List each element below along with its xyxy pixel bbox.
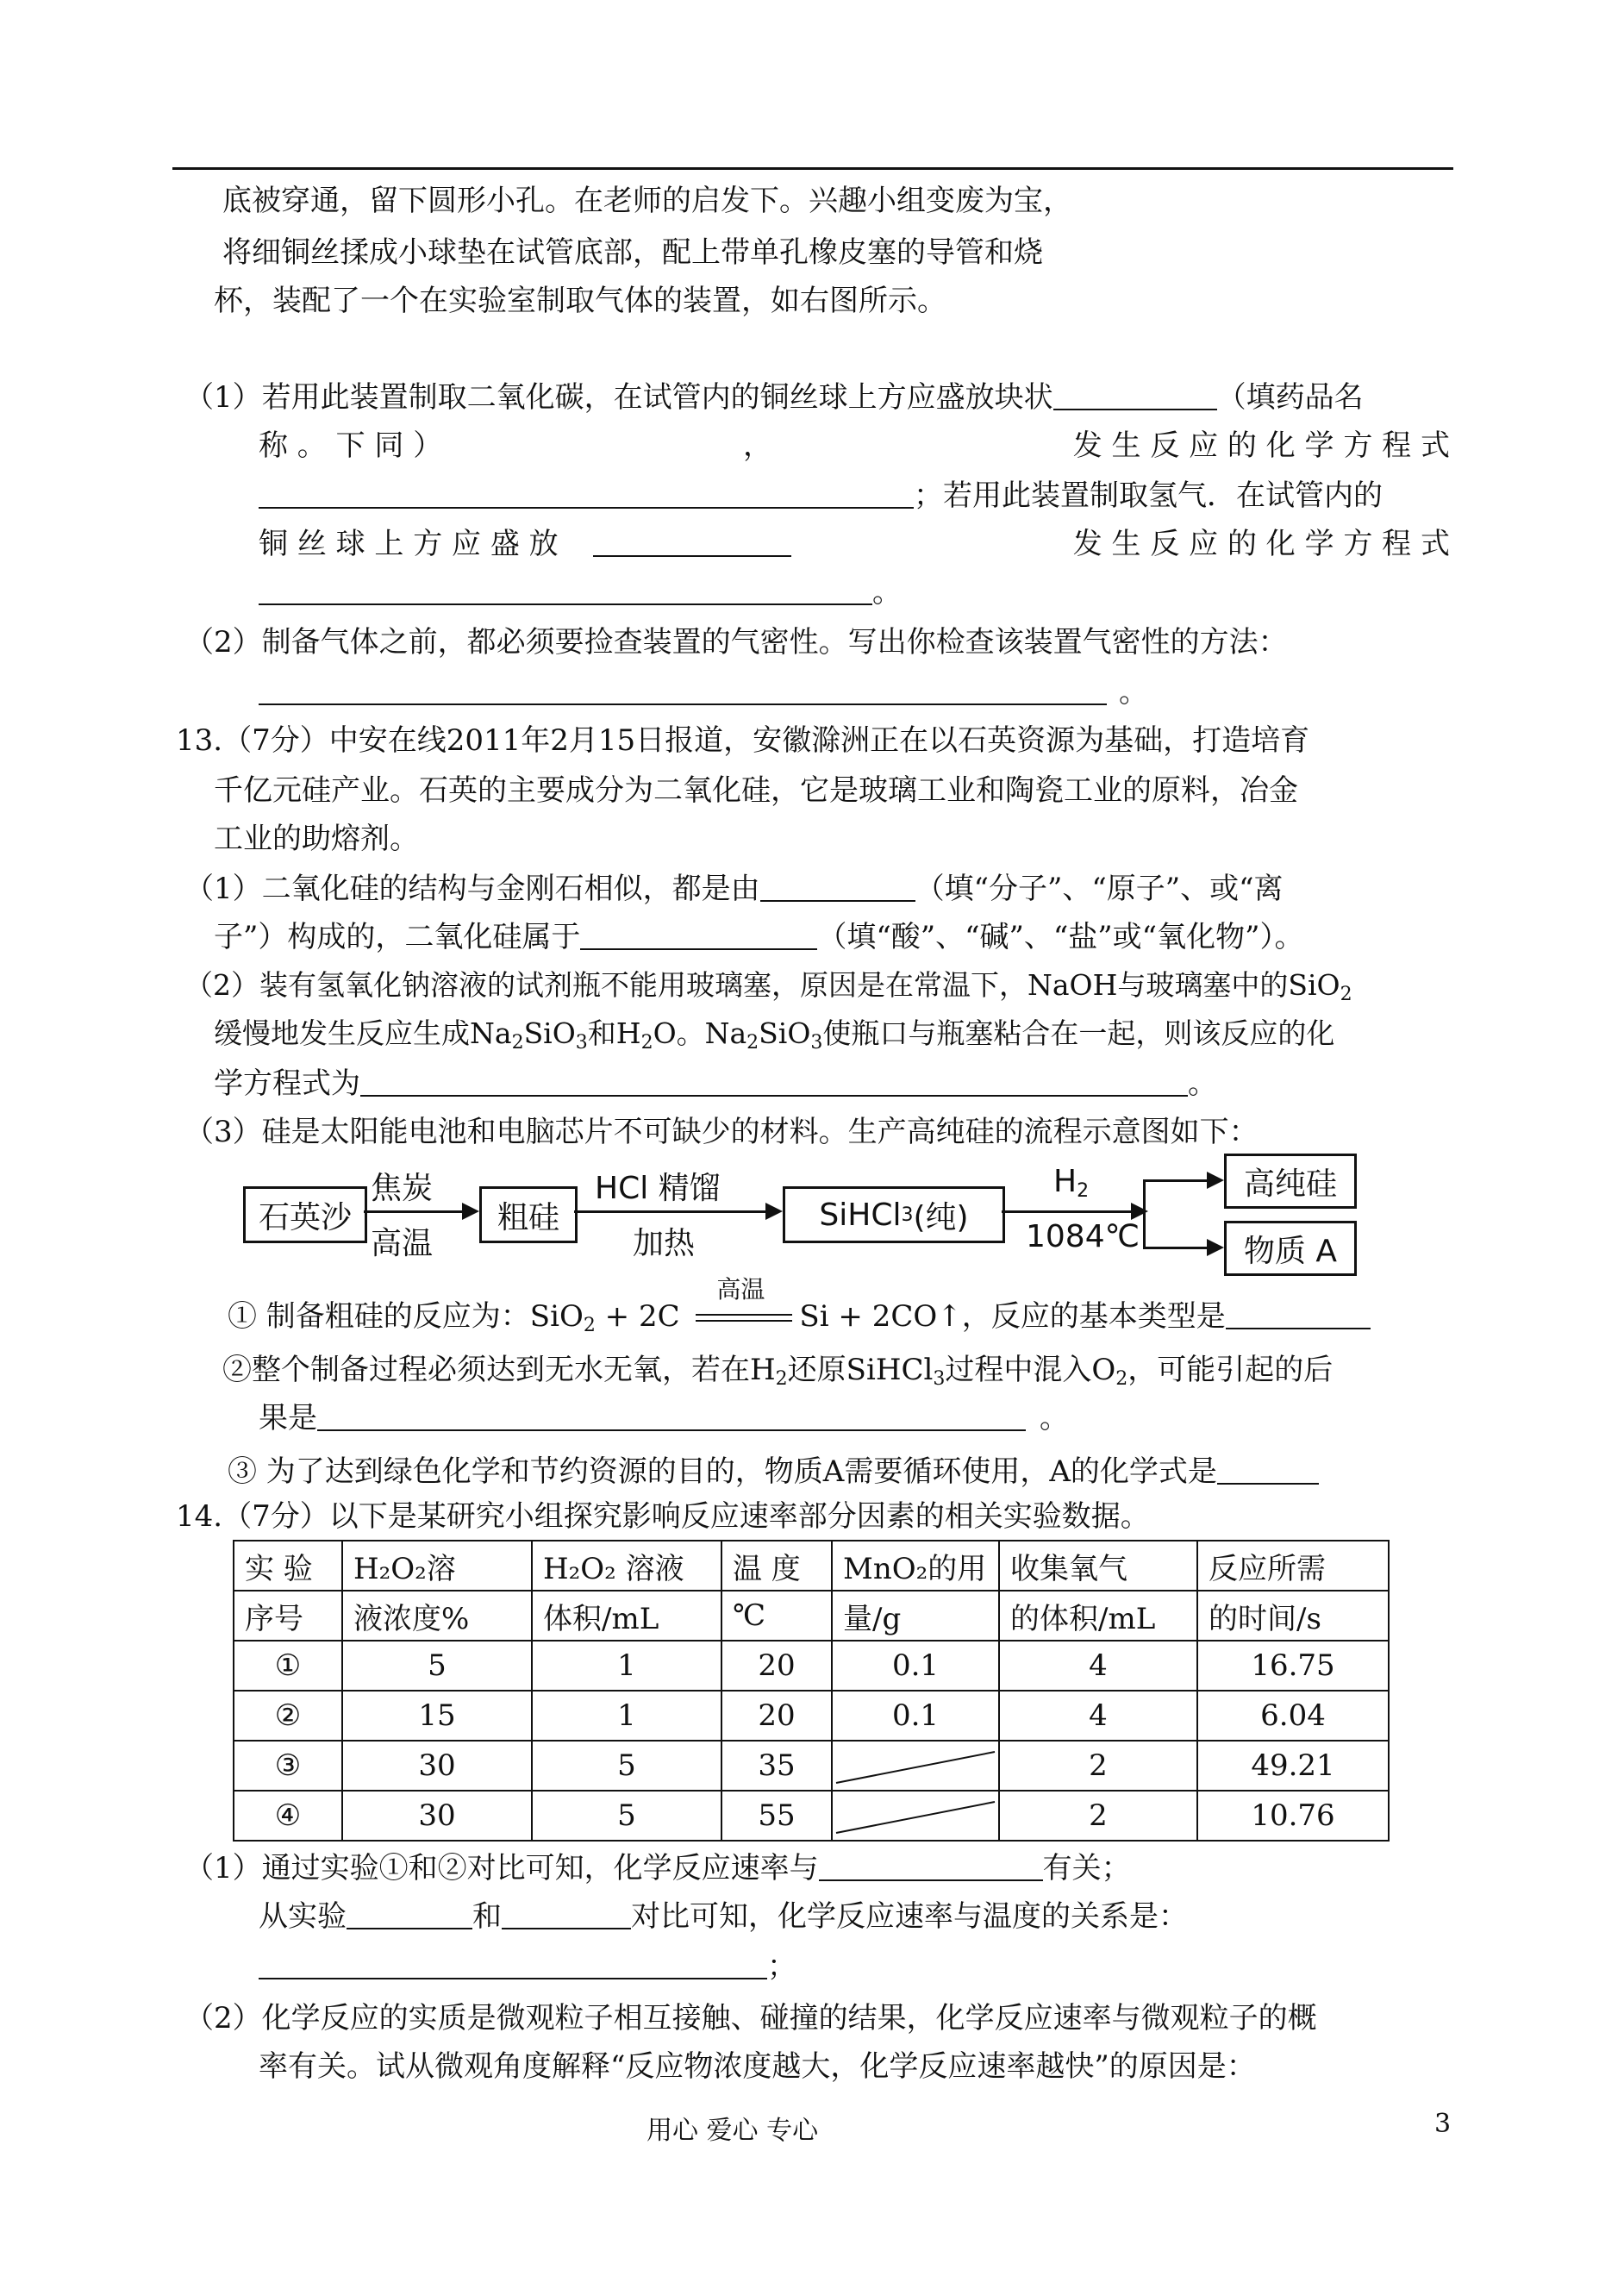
q14-intro-line: 14.（7分）以下是某研究小组探究影响反应速率部分因素的相关实验数据。 xyxy=(176,1499,1150,1534)
header-cell: 体积/mL xyxy=(532,1591,721,1641)
flow-arrow-5 xyxy=(1143,1247,1221,1249)
table-cell: ① xyxy=(234,1641,342,1691)
q13-intro-line2: 千亿元硅产业。石英的主要成分为二氧化硅，它是玻璃工业和陶瓷工业的原料，冶金 xyxy=(214,773,1298,808)
blank-consequence[interactable] xyxy=(317,1404,1026,1431)
table-cell: 30 xyxy=(342,1791,532,1841)
table-cell: 5 xyxy=(532,1791,721,1841)
header-cell: 收集氧气 xyxy=(999,1541,1197,1591)
q13-intro-line1: 13.（7分）中安在线2011年2月15日报道，安徽滁洲正在以石英资源为基础，打造培育 xyxy=(176,723,1310,758)
flow-arrow-3 xyxy=(1002,1210,1145,1213)
header-cell: H₂O₂ 溶液 xyxy=(532,1541,721,1591)
flow-arrow1-bottom: 高温 xyxy=(371,1226,434,1261)
table-cell: 35 xyxy=(721,1741,832,1791)
table-cell: ② xyxy=(234,1691,342,1741)
table-cell: 30 xyxy=(342,1741,532,1791)
table-cell: 10.76 xyxy=(1197,1791,1389,1841)
page-number: 3 xyxy=(1434,2109,1452,2139)
q13-sub2-line1: ②整个制备过程必须达到无水无氧，若在$H_2$还原SiHCl$_3$过程中混入$O_2$，可能引起的后 xyxy=(222,1353,1334,1390)
header-rule xyxy=(172,167,1453,170)
flow-arrow-2 xyxy=(574,1210,779,1213)
reaction-condition: 高温 xyxy=(696,1304,792,1333)
q13-part2-line2: 缓慢地发生反应生成$Na_2SiO_3$和$H_2O$。$Na_2SiO_3$使瓶口与瓶塞粘合在一起，则该反应的化 xyxy=(214,1016,1335,1054)
q12-part2-line1: （2）制备气体之前，都必须要捡查装置的气密性。写出你检查该装置气密性的方法： xyxy=(184,625,1288,660)
q13-part1-line1: （1）二氧化硅的结构与金刚石相似，都是由 （填“分子”、“原子”、或“离 xyxy=(184,872,1284,906)
intro-line-3: 杯，装配了一个在实验室制取气体的装置，如右图所示。 xyxy=(214,284,946,318)
table-cell: 4 xyxy=(999,1691,1197,1741)
flow-branch-line xyxy=(1143,1179,1146,1248)
blank-particle-type[interactable] xyxy=(760,874,915,902)
table-cell: 20 xyxy=(721,1641,832,1691)
table-cell: 5 xyxy=(532,1741,721,1791)
q14-part1-line2: 从实验 和 对比可知，化学反应速率与温度的关系是： xyxy=(259,1899,1188,1934)
table-cell: 16.75 xyxy=(1197,1641,1389,1691)
q12-part1-line5: 。 xyxy=(259,578,902,607)
table-header-row-2 xyxy=(234,1591,1389,1641)
q12-part1-line4: 铜 丝 球 上 方 应 盛 放 发 生 反 应 的 化 学 方 程 式 xyxy=(259,527,1450,561)
q13-part2-line1: （2）装有氢氧化钠溶液的试剂瓶不能用玻璃塞，原因是在常温下，NaOH与玻璃塞中的SiO$_2$ xyxy=(184,968,1352,1005)
q13-part1-line2: 子”）构成的，二氧化硅属于 （填“酸”、“碱”、“盐”或“氧化物”）。 xyxy=(214,920,1304,954)
flow-box-quartz-sand: 石英沙 xyxy=(243,1186,367,1243)
table-cell: 6.04 xyxy=(1197,1691,1389,1741)
header-cell: 量/g xyxy=(832,1591,999,1641)
table-header-row xyxy=(234,1541,1389,1591)
flow-box-crude-silicon: 粗硅 xyxy=(479,1186,578,1243)
header-cell: 实 验 xyxy=(234,1541,342,1591)
table-row xyxy=(234,1641,1389,1691)
table-row xyxy=(234,1791,1389,1841)
table-cell-crossed xyxy=(832,1741,999,1791)
header-cell: 序号 xyxy=(234,1591,342,1641)
table-cell: 55 xyxy=(721,1791,832,1841)
blank-experiment-b[interactable] xyxy=(502,1902,631,1929)
table-cell: 20 xyxy=(721,1691,832,1741)
flow-arrow2-bottom: 加热 xyxy=(633,1226,696,1261)
flow-box-pure-silicon: 高纯硅 xyxy=(1224,1154,1357,1209)
table-cell: 5 xyxy=(342,1641,532,1691)
blank-formula-a[interactable] xyxy=(1217,1457,1319,1485)
table-cell: 0.1 xyxy=(832,1691,999,1741)
header-cell: 温 度 xyxy=(721,1541,832,1591)
header-cell: 的体积/mL xyxy=(999,1591,1197,1641)
blank-co2-equation[interactable] xyxy=(259,481,914,509)
blank-temperature-relation[interactable] xyxy=(259,1952,767,1979)
blank-rate-factor[interactable] xyxy=(819,1854,1043,1881)
q13-sub3-line: ③ 为了达到绿色化学和节约资源的目的，物质A需要循环使用，A的化学式是 xyxy=(228,1457,1319,1486)
blank-h2-reagent[interactable] xyxy=(593,529,791,557)
intro-line-1: 底被穿通，留下圆形小孔。在老师的启发下。兴趣小组变废为宝， xyxy=(222,184,1072,218)
header-cell: ℃ xyxy=(721,1591,832,1641)
blank-reaction-type[interactable] xyxy=(1226,1302,1371,1329)
q12-part1-line3: ；若用此装置制取氢气．在试管内的 xyxy=(259,481,1383,510)
blank-compound-class[interactable] xyxy=(580,922,817,950)
header-cell: 液浓度% xyxy=(342,1591,532,1641)
q14-part1-line3: ； xyxy=(259,1952,796,1981)
q14-part2-line1: （2）化学反应的实质是微观粒子相互接触、碰撞的结果，化学反应速率与微观粒子的概 xyxy=(184,2001,1317,2035)
flow-arrow1-top: 焦炭 xyxy=(371,1171,434,1206)
header-cell: 的时间/s xyxy=(1197,1591,1389,1641)
flow-arrow-1 xyxy=(364,1210,476,1213)
diagonal-slash xyxy=(833,1742,1000,1792)
q12-part1-line1: （1）若用此装置制取二氧化碳，在试管内的铜丝球上方应盛放块状 （填药品名 xyxy=(184,380,1364,415)
q12-part1-line2: 称 。 下 同 ） ， 发 生 反 应 的 化 学 方 程 式 xyxy=(259,428,1450,463)
q13-sub2-line2: 果是 。 xyxy=(259,1401,1069,1435)
experiment-table xyxy=(233,1540,1390,1842)
q14-part1-line1: （1）通过实验①和②对比可知，化学反应速率与 有关； xyxy=(184,1851,1131,1885)
table-row xyxy=(234,1741,1389,1791)
flow-box-substance-a: 物质 A xyxy=(1224,1221,1357,1276)
q13-intro-line3: 工业的助熔剂。 xyxy=(214,822,419,856)
table-cell: 2 xyxy=(999,1791,1197,1841)
table-cell-crossed xyxy=(832,1791,999,1841)
q12-part2-line2: 。 xyxy=(259,678,1148,707)
flow-arrow3-bottom: 1084℃ xyxy=(1026,1219,1140,1254)
q13-part3-line: （3）硅是太阳能电池和电脑芯片不可缺少的材料。生产高纯硅的流程示意图如下： xyxy=(184,1115,1259,1149)
q13-part2-line3: 学方程式为 。 xyxy=(214,1066,1217,1101)
blank-airtightness-method[interactable] xyxy=(259,678,1107,705)
table-cell: 0.1 xyxy=(832,1641,999,1691)
footer-motto: 用心 爱心 专心 xyxy=(646,2116,819,2146)
table-cell: 49.21 xyxy=(1197,1741,1389,1791)
blank-co2-reagent[interactable] xyxy=(1053,383,1217,410)
blank-experiment-a[interactable] xyxy=(347,1902,472,1929)
flow-arrow-4 xyxy=(1143,1179,1221,1182)
flow-arrow2-top: HCl 精馏 xyxy=(595,1171,721,1206)
intro-line-2: 将细铜丝揉成小球垫在试管底部，配上带单孔橡皮塞的导管和烧 xyxy=(222,235,1043,270)
diagonal-slash xyxy=(833,1792,1000,1842)
table-cell: ④ xyxy=(234,1791,342,1841)
table-cell: 4 xyxy=(999,1641,1197,1691)
header-cell: MnO₂的用 xyxy=(832,1541,999,1591)
q14-part2-line2: 率有关。试从微观角度解释“反应物浓度越大，化学反应速率越快”的原因是： xyxy=(259,2049,1256,2084)
header-cell: 反应所需 xyxy=(1197,1541,1389,1591)
table-cell: 2 xyxy=(999,1741,1197,1791)
flow-box-sihcl3: SiHCl 3 (纯) xyxy=(783,1186,1005,1243)
header-cell: H₂O₂溶 xyxy=(342,1541,532,1591)
table-cell: ③ xyxy=(234,1741,342,1791)
table-cell: 1 xyxy=(532,1641,721,1691)
flow-arrow3-top: $H_2$ xyxy=(1053,1164,1090,1202)
q13-sub1-line: ① 制备粗硅的反应为：SiO$_2$ + 2C 高温 Si + 2CO↑，反应的基本类型是 xyxy=(228,1302,1371,1335)
blank-h2-equation[interactable] xyxy=(259,578,872,605)
table-row xyxy=(234,1691,1389,1741)
blank-naoh-equation[interactable] xyxy=(360,1069,1188,1097)
table-cell: 15 xyxy=(342,1691,532,1741)
table-cell: 1 xyxy=(532,1691,721,1741)
